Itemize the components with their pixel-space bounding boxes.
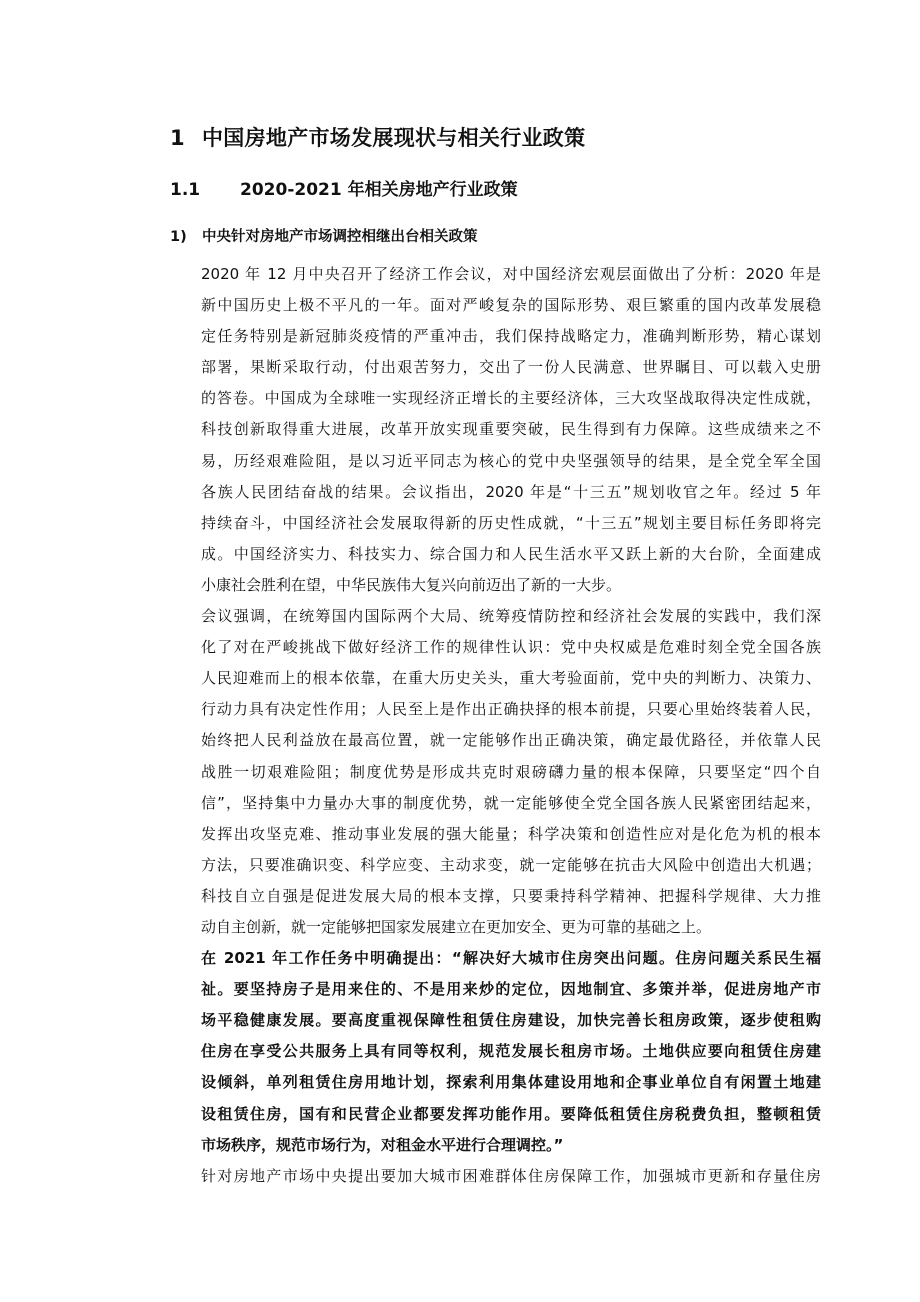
heading-text: 中国房地产市场发展现状与相关行业政策 xyxy=(202,126,586,150)
text-line: 住房在享受公共服务上具有同等权利，规范发展长租房市场。土地供应要向租赁住房建 xyxy=(201,1042,821,1061)
text-line: 设租赁住房，国有和民营企业都要发挥功能作用。要降低租赁住房税费负担，整顿租赁 xyxy=(201,1104,821,1123)
paragraph xyxy=(201,1161,821,1192)
text-line: 针对房地产市场中央提出要加大城市困难群体住房保障工作，加强城市更新和存量住房 xyxy=(201,1166,821,1185)
text-line: 2020 年 12 月中央召开了经济工作会议，对中国经济宏观层面做出了分析：2020 年是 xyxy=(201,265,821,283)
text-line: 人民迎难而上的根本依靠，在重大历史关头，重大考验面前，党中央的判断力、决策力、 xyxy=(201,669,821,688)
heading-number: 1) xyxy=(170,229,187,245)
text-line: 方法，只要准确识变、科学应变、主动求变，就一定能够在抗击大风险中创造出大机遇； xyxy=(201,855,821,874)
text-line: 发挥出攻坚克难、推动事业发展的强大能量；科学决策和创造性应对是化危为机的根本 xyxy=(201,824,821,843)
text-line: 在 2021 年工作任务中明确提出：“解决好大城市住房突出问题。住房问题关系民生福 xyxy=(201,949,821,968)
paragraph xyxy=(201,943,821,1161)
heading-number: 1 xyxy=(170,126,185,150)
paragraph xyxy=(201,259,821,601)
text-line: 成。中国经济实力、科技实力、综合国力和人民生活水平又跃上新的大台阶，全面建成 xyxy=(201,544,821,563)
text-line: 市场秩序，规范市场行为，对租金水平进行合理调控。” xyxy=(201,1135,564,1154)
text-line: 行动力具有决定性作用；人民至上是作出正确抉择的根本前提，只要心里始终装着人民， xyxy=(201,700,821,719)
text-line: 战胜一切艰难险阻；制度优势是形成共克时艰磅礴力量的根本保障，只要坚定“四个自 xyxy=(201,762,821,781)
text-line: 持续奋斗，中国经济社会发展取得新的历史性成就，“十三五”规划主要目标任务即将完 xyxy=(201,513,821,532)
text-line: 设倾斜，单列租赁住房用地计划，探索利用集体建设用地和企事业单位自有闲置土地建 xyxy=(201,1073,821,1092)
text-line: 场平稳健康发展。要高度重视保障性租赁住房建设，加快完善长租房政策，逐步使租购 xyxy=(201,1011,821,1030)
text-line: 化了对在严峻挑战下做好经济工作的规律性认识：党中央权威是危难时刻全党全国各族 xyxy=(201,638,821,657)
text-line: 易，历经艰难险阻，是以习近平同志为核心的党中央坚强领导的结果，是全党全军全国 xyxy=(201,451,821,470)
text-line: 会议强调，在统筹国内国际两个大局、统筹疫情防控和经济社会发展的实践中，我们深 xyxy=(201,607,821,626)
text-line: 定任务特别是新冠肺炎疫情的严重冲击，我们保持战略定力，准确判断形势，精心谋划 xyxy=(201,327,821,346)
text-line: 信”，坚持集中力量办大事的制度优势，就一定能够使全党全国各族人民紧密团结起来， xyxy=(201,793,821,812)
text-line: 各族人民团结奋战的结果。会议指出，2020 年是“十三五”规划收官之年。经过 5 年 xyxy=(201,482,821,501)
text-line: 小康社会胜利在望，中华民族伟大复兴向前迈出了新的一大步。 xyxy=(201,575,622,594)
text-line: 科技自立自强是促进发展大局的根本支撑，只要秉持科学精神、把握科学规律、大力推 xyxy=(201,886,821,905)
text-line: 祉。要坚持房子是用来住的、不是用来炒的定位，因地制宜、多策并举，促进房地产市 xyxy=(201,980,821,999)
heading-level-1 xyxy=(170,122,585,152)
heading-text: 2020-2021 年相关房地产行业政策 xyxy=(240,180,518,200)
text-line: 的答卷。中国成为全球唯一实现经济正增长的主要经济体，三大攻坚战取得决定性成就， xyxy=(201,389,821,408)
heading-level-2 xyxy=(170,175,518,200)
heading-level-3 xyxy=(170,225,478,246)
text-line: 部署，果断采取行动，付出艰苦努力，交出了一份人民满意、世界瞩目、可以载入史册 xyxy=(201,358,821,377)
text-line: 始终把人民利益放在最高位置，就一定能够作出正确决策，确定最优路径，并依靠人民 xyxy=(201,731,821,750)
text-line: 科技创新取得重大进展，改革开放实现重要突破，民生得到有力保障。这些成绩来之不 xyxy=(201,420,821,439)
text-line: 新中国历史上极不平凡的一年。面对严峻复杂的国际形势、艰巨繁重的国内改革发展稳 xyxy=(201,296,821,315)
heading-text: 中央针对房地产市场调控相继出台相关政策 xyxy=(202,229,478,245)
heading-number: 1.1 xyxy=(170,180,201,200)
paragraph xyxy=(201,601,821,943)
text-line: 动自主创新，就一定能够把国家发展建立在更加安全、更为可靠的基础之上。 xyxy=(201,917,712,936)
body-text xyxy=(201,259,821,1192)
